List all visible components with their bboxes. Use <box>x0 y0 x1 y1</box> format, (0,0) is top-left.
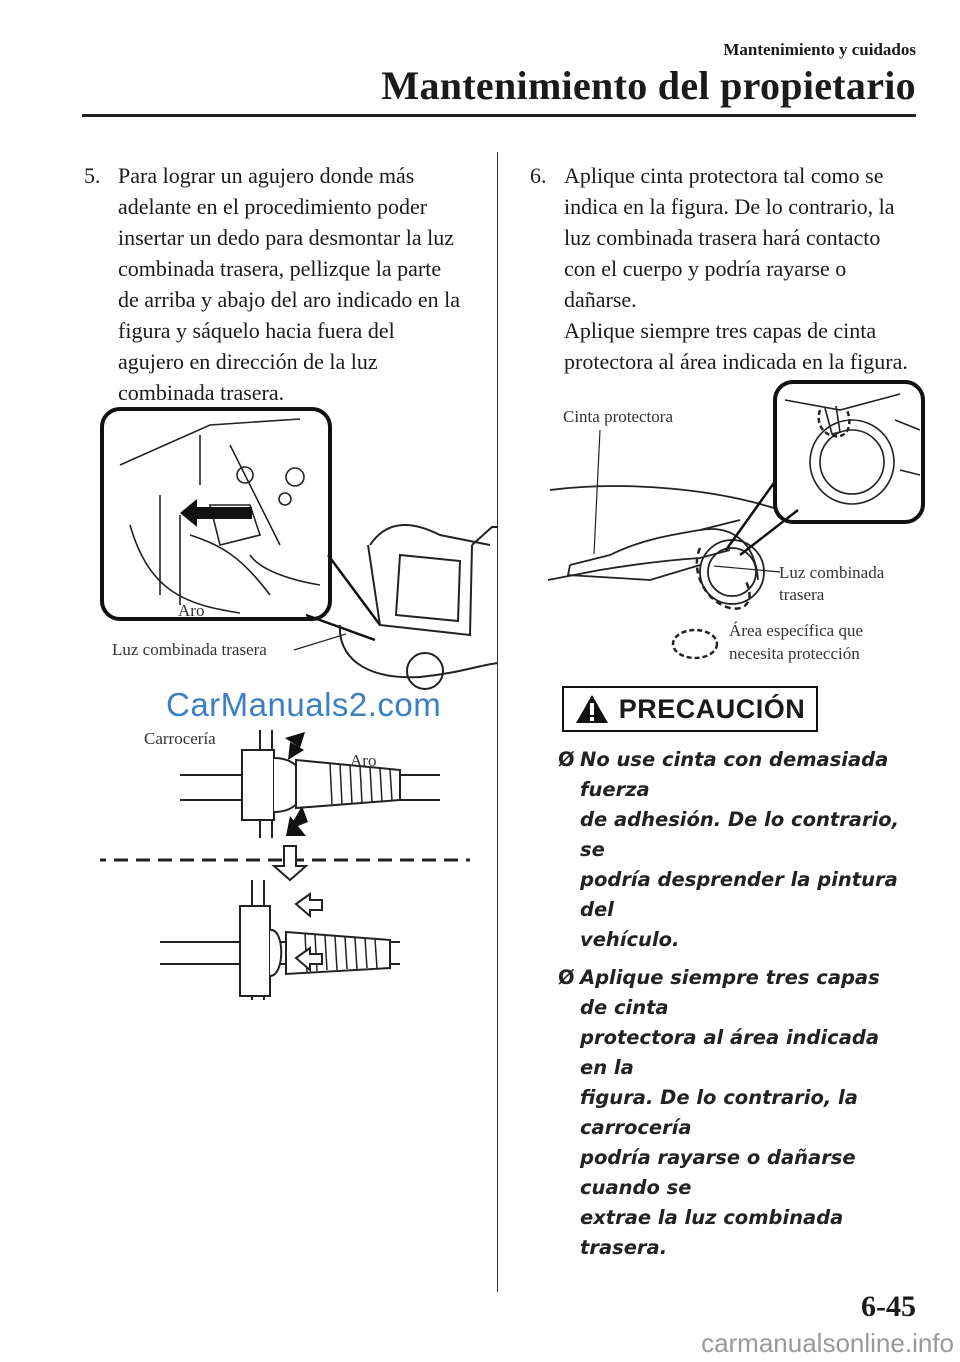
ring-detail-label: Aro <box>350 751 377 770</box>
caution-item <box>558 963 908 1263</box>
caution-line: podría rayarse o dañarse cuando se <box>580 1146 856 1199</box>
body-label: Carrocería <box>144 729 216 748</box>
step-line: indica en la figura. De lo contrario, la <box>564 194 895 219</box>
caution-list <box>558 745 908 1271</box>
column-divider <box>497 152 498 1292</box>
lamp-leader-line <box>290 630 350 660</box>
caution-line: protectora al área indicada en la <box>580 1026 879 1079</box>
step-line: agujero en dirección de la luz <box>118 349 378 374</box>
step-line: adelante en el procedimiento poder <box>118 194 428 219</box>
step-line: Aplique siempre tres capas de cinta <box>564 318 877 343</box>
page-number: 6-45 <box>861 1290 916 1323</box>
header-rule <box>82 114 916 117</box>
caution-item <box>558 745 908 955</box>
step-line: figura y sáquelo hacia fuera del <box>118 318 395 343</box>
tape-leader-line <box>590 428 610 558</box>
step-line: con el cuerpo y podría rayarse o <box>564 256 847 281</box>
tape-label: Cinta protectora <box>563 407 673 426</box>
chapter-title: Mantenimiento del propietario <box>381 63 916 108</box>
caution-line: de adhesión. De lo contrario, se <box>580 808 900 861</box>
footer-site: carmanualsonline.info <box>701 1328 954 1358</box>
lamp-leader-line-2 <box>712 560 782 580</box>
step-number: 6. <box>530 163 547 188</box>
caution-line: podría desprender la pintura del <box>580 868 898 921</box>
step-line: de arriba y abajo del aro indicado en la <box>118 287 461 312</box>
step-line: luz combinada trasera hará contacto <box>564 225 881 250</box>
lamp-label-2a: Luz combinada <box>779 563 885 582</box>
step-line: Aplique cinta protectora tal como se <box>564 163 884 188</box>
lamp-label: Luz combinada trasera <box>112 640 267 659</box>
bullet-icon: Ø <box>558 966 575 989</box>
area-label-b: necesita protección <box>729 644 860 663</box>
watermark: CarManuals2.com <box>166 686 442 723</box>
caution-title: PRECAUCIÓN <box>618 693 806 724</box>
caution-line: No use cinta con demasiada fuerza <box>580 748 889 801</box>
step-6 <box>530 160 924 377</box>
caution-line: vehículo. <box>580 928 680 951</box>
section-title: Mantenimiento y cuidados <box>723 40 916 59</box>
step-5 <box>84 160 488 408</box>
bullet-icon: Ø <box>558 748 575 771</box>
ring-label: Aro <box>178 601 205 620</box>
protection-area-legend-icon <box>670 624 720 664</box>
step-line: dañarse. <box>564 287 637 312</box>
caution-line: extrae la luz combinada trasera. <box>580 1206 844 1259</box>
caution-line: Aplique siempre tres capas de cinta <box>580 966 880 1019</box>
step-line: insertar un dedo para desmontar la luz <box>118 225 454 250</box>
step-line: combinada trasera, pellizque la parte <box>118 256 442 281</box>
ring-detail-diagram <box>100 720 490 1000</box>
lamp-label-2b: trasera <box>779 585 825 604</box>
tail-lamp-ring-figure <box>100 395 500 715</box>
caution-header <box>562 686 818 732</box>
step-line: combinada trasera. <box>118 380 285 405</box>
step-number: 5. <box>84 163 101 188</box>
step-line: protectora al área indicada en la figura. <box>564 349 908 374</box>
step-line: Para lograr un agujero donde más <box>118 163 415 188</box>
area-label-a: Área específica que <box>729 621 864 640</box>
caution-line: figura. De lo contrario, la carrocería <box>580 1086 858 1139</box>
warning-triangle-icon <box>575 694 609 724</box>
